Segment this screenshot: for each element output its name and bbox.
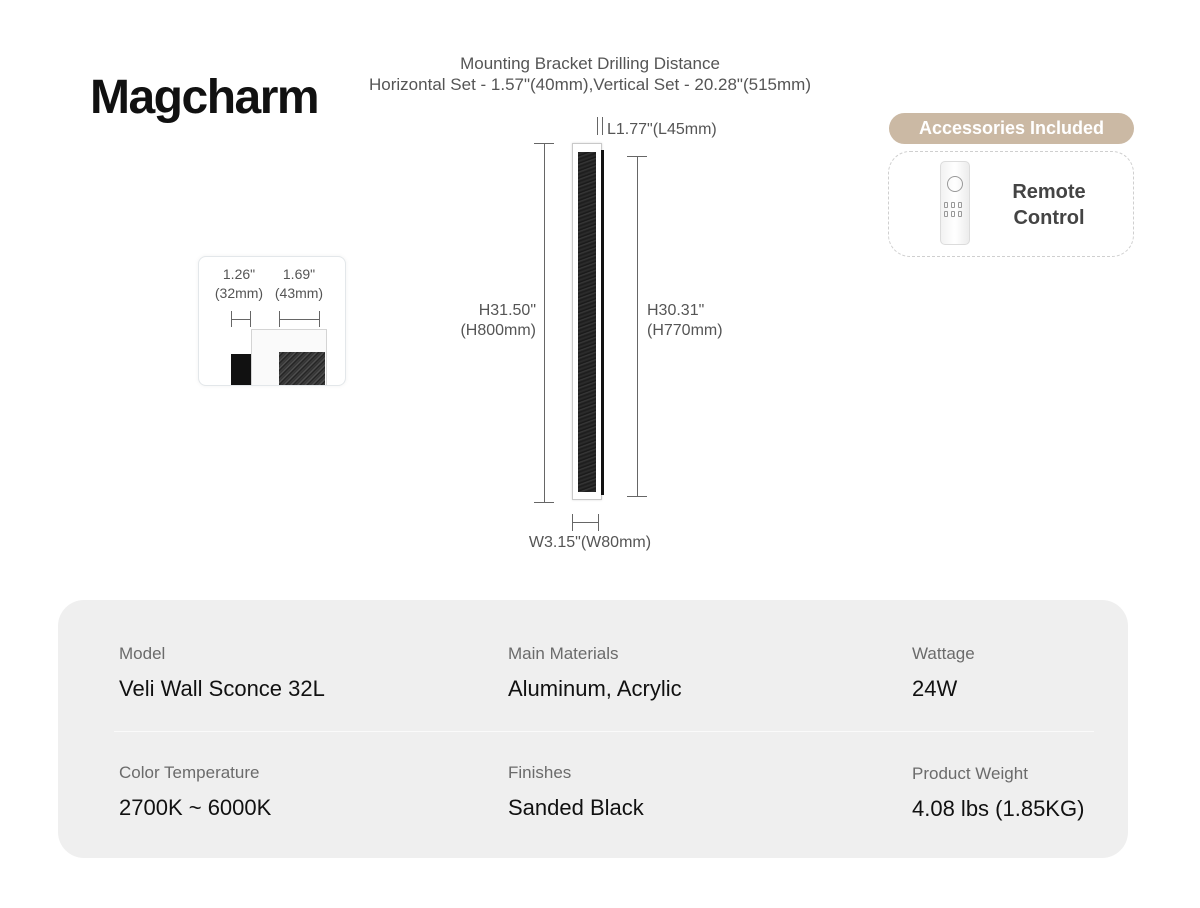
bracket-subtitle: Horizontal Set - 1.57"(40mm),Vertical Set - 20.28"(515mm): [369, 75, 811, 94]
spec-label: Color Temperature: [119, 763, 260, 782]
inner-height-dim-label: [647, 301, 723, 341]
remote-button: [958, 202, 962, 208]
spec-label: Model: [119, 644, 166, 663]
width-dim-label: W3.15"(W80mm): [528, 534, 652, 551]
outer-height-dim-cap-bottom: [534, 502, 554, 503]
depth-dim-tick-left: [597, 117, 598, 135]
outer-height-dim-line: [544, 143, 545, 502]
outer-height-mm: (H800mm): [460, 322, 536, 339]
remote-dpad: [947, 176, 963, 192]
accessory-item-label: [984, 179, 1114, 231]
outer-height-dim-cap-top: [534, 143, 554, 144]
width-dim-cap-right: [598, 514, 599, 531]
spec-weight: [912, 763, 1084, 823]
inset-right-dim-cap-a: [279, 311, 280, 327]
spec-value: Aluminum, Acrylic: [508, 676, 682, 701]
inset-right-dim-line: [279, 319, 319, 320]
accessories-heading: Accessories Included: [889, 113, 1134, 144]
product-side-edge: [601, 150, 604, 495]
width-dim-cap-left: [572, 514, 573, 531]
outer-height-in: H31.50": [478, 302, 536, 319]
inset-right-mm: (43mm): [274, 285, 324, 301]
inset-right-dim-cap-b: [319, 311, 320, 327]
remote-button: [944, 202, 948, 208]
spec-value: 2700K ~ 6000K: [119, 795, 272, 820]
inset-left-dim-cap-b: [250, 311, 251, 327]
inner-height-dim-line: [637, 156, 638, 496]
spec-label: Product Weight: [912, 764, 1028, 783]
inset-right-dim-label: [271, 265, 327, 303]
inset-mount-block: [231, 354, 251, 386]
inner-height-mm: (H770mm): [647, 322, 723, 339]
remote-button: [958, 211, 962, 217]
spec-wattage: [912, 643, 975, 703]
depth-dim-label: L1.77"(L45mm): [607, 121, 717, 138]
spec-value: Sanded Black: [508, 795, 644, 820]
spec-value: Veli Wall Sconce 32L: [119, 676, 325, 701]
inset-left-dim-cap-a: [231, 311, 232, 327]
remote-control-icon: [940, 161, 970, 245]
spec-card: [58, 600, 1128, 858]
inset-left-dim-label: [211, 265, 267, 303]
spec-divider: [114, 731, 1094, 732]
bracket-info: [340, 53, 840, 95]
width-dim-line: [572, 522, 599, 523]
outer-height-dim-label: [440, 301, 536, 341]
remote-button: [944, 211, 948, 217]
inner-height-in: H30.31": [647, 302, 705, 319]
remote-button: [951, 211, 955, 217]
spec-value: 4.08 lbs (1.85KG): [912, 796, 1085, 821]
spec-label: Finishes: [508, 763, 572, 782]
spec-finishes: [508, 762, 644, 822]
spec-materials: [508, 643, 682, 703]
accessory-item-line2: Control: [1013, 207, 1085, 229]
inner-height-dim-cap-top: [627, 156, 647, 157]
bracket-title: Mounting Bracket Drilling Distance: [460, 54, 720, 73]
spec-label: Main Materials: [508, 644, 619, 663]
spec-value: 24W: [912, 676, 958, 701]
spec-model: [119, 643, 325, 703]
accessory-item-line1: Remote: [1012, 181, 1086, 203]
depth-dim-tick-right: [602, 117, 603, 135]
inner-height-dim-cap-bottom: [627, 496, 647, 497]
detail-inset: [198, 256, 346, 386]
product-panel-texture: [578, 152, 596, 492]
product-drawing: [572, 143, 602, 500]
remote-button: [951, 202, 955, 208]
inset-left-in: 1.26": [222, 266, 256, 282]
inset-left-dim-line: [231, 319, 251, 320]
inset-texture: [279, 352, 325, 386]
inset-left-mm: (32mm): [214, 285, 264, 301]
spec-color-temperature: [119, 762, 271, 822]
brand-logo: Magcharm: [90, 71, 319, 124]
accessories-box: [888, 151, 1134, 257]
inset-right-in: 1.69": [282, 266, 316, 282]
spec-label: Wattage: [912, 644, 975, 663]
